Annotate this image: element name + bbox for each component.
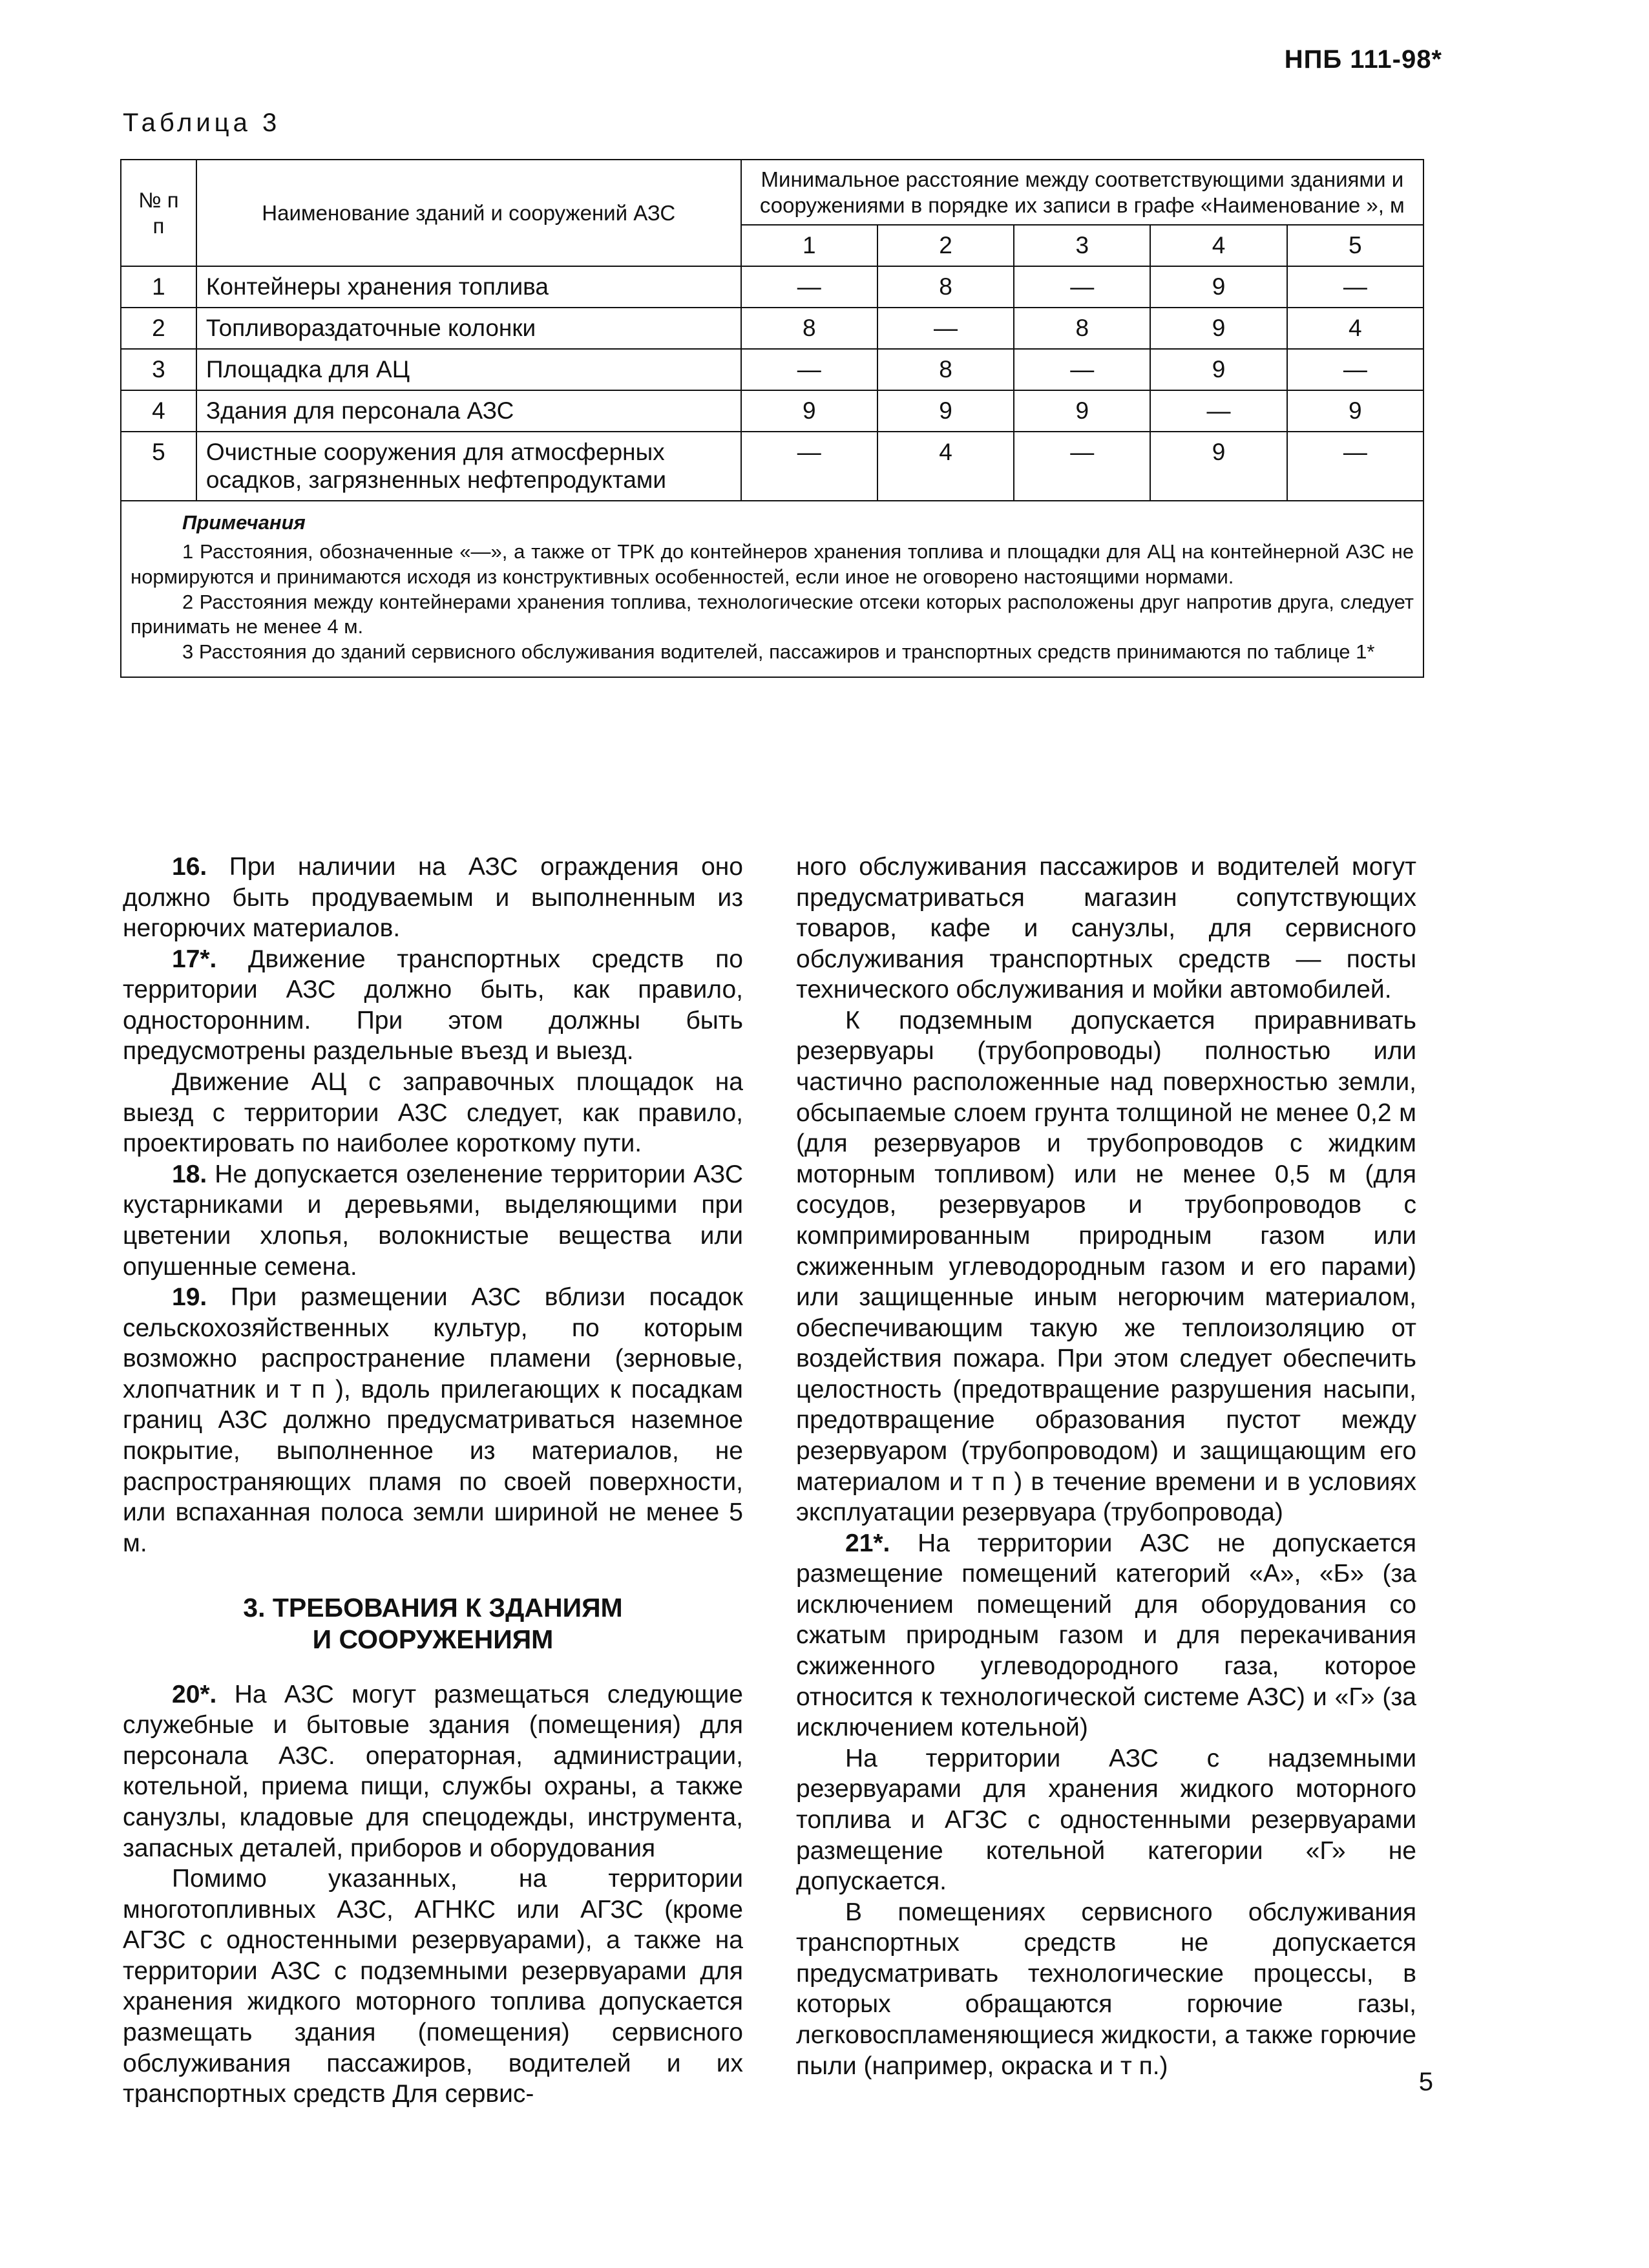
- table-row: [121, 266, 1423, 308]
- page-number: 5: [1418, 2068, 1433, 2096]
- column-header: 5: [1287, 225, 1423, 266]
- right-column: [796, 852, 1416, 2081]
- column-header: 1: [741, 225, 877, 266]
- row-value: 9: [1014, 390, 1150, 432]
- row-value: 9: [1150, 349, 1287, 390]
- row-value: 9: [877, 390, 1014, 432]
- section-title-line: И СООРУЖЕНИЯМ: [312, 1624, 554, 1655]
- clause-text: На АЗС могут размещаться следующие служебные и бытовые здания (помещения) для персонала АЗС. операторная, администрации, котельной, приема пищи, службы охраны, а также санузлы, кладовые для спецодежды, инструмента, запасных деталей, приборов и оборудования: [123, 1680, 743, 1862]
- row-value: 9: [1150, 308, 1287, 349]
- paragraph-18: [123, 1159, 743, 1282]
- row-value: —: [1287, 349, 1423, 390]
- distance-table: [120, 159, 1424, 678]
- row-value: 9: [1150, 432, 1287, 501]
- row-name: Контейнеры хранения топлива: [196, 266, 741, 308]
- row-value: 8: [877, 349, 1014, 390]
- column-header: 4: [1150, 225, 1287, 266]
- table-row: [121, 390, 1423, 432]
- clause-text: Движение транспортных средств по территории АЗС должно быть, как правило, односторонним. При этом должны быть предусмотрены раздельные въезд и выезд.: [123, 945, 743, 1066]
- clause-number: 21*.: [845, 1529, 890, 1557]
- paragraph-20: [123, 1679, 743, 1864]
- note-item: 2 Расстояния между контейнерами хранения топлива, технологические отсеки которых расположены друг напротив друга, следует принимать не менее 4 м.: [131, 590, 1414, 638]
- paragraph-16: [123, 852, 743, 944]
- header-num: № п п: [121, 160, 196, 266]
- paragraph-17: [123, 944, 743, 1067]
- row-value: —: [1150, 390, 1287, 432]
- row-name: Топливораздаточные колонки: [196, 308, 741, 349]
- header-name: Наименование зданий и сооружений АЗС: [196, 160, 741, 266]
- row-value: —: [1287, 432, 1423, 501]
- row-num: 1: [121, 266, 196, 308]
- row-num: 3: [121, 349, 196, 390]
- left-column: [123, 852, 743, 2110]
- table-caption: Таблица 3: [123, 109, 281, 137]
- note-item: 3 Расстояния до зданий сервисного обслуживания водителей, пассажиров и транспортных средств принимаются по таблице 1*: [182, 640, 1375, 664]
- table-row: [121, 432, 1423, 501]
- paragraph-21c: В помещениях сервисного обслуживания транспортных средств не допускается предусматривать технологические процессы, в которых обращаются горючие газы, легковоспламеняющиеся жидкости, а также горючие пыли (например, окраска и т п.): [796, 1898, 1416, 2080]
- table-row: [121, 349, 1423, 390]
- section-title-line: 3. ТРЕБОВАНИЯ К ЗДАНИЯМ: [243, 1593, 623, 1623]
- table-row: [121, 308, 1423, 349]
- column-header: 3: [1014, 225, 1150, 266]
- clause-number: 16.: [172, 853, 207, 881]
- row-value: 9: [741, 390, 877, 432]
- paragraph-21: [796, 1528, 1416, 1743]
- row-value: 9: [1287, 390, 1423, 432]
- paragraph-20b-continued: ного обслуживания пассажиров и водителей могут предусматриваться магазин сопутствующих товаров, кафе и санузлы, для сервисного обслуживания транспортных средств — посты технического обслуживания и мойки автомобилей.: [796, 853, 1416, 1004]
- clause-number: 18.: [172, 1160, 207, 1188]
- row-value: —: [1014, 266, 1150, 308]
- row-value: 8: [1014, 308, 1150, 349]
- paragraph-19: [123, 1282, 743, 1559]
- row-name: Очистные сооружения для атмосферных осадков, загрязненных нефтепродуктами: [196, 432, 741, 501]
- row-value: 4: [877, 432, 1014, 501]
- table-notes: [120, 501, 1424, 678]
- notes-title: Примечания: [182, 511, 306, 534]
- paragraph-21b: На территории АЗС с надземными резервуарами для хранения жидкого моторного топлива и АГЗС с одностенными резервуарами размещение котельной категории «Г» не допускается.: [796, 1744, 1416, 1896]
- paragraph-17b: Движение АЦ с заправочных площадок на выезд с территории АЗС следует, как правило, проектировать по наиболее короткому пути.: [123, 1068, 743, 1158]
- row-value: 8: [741, 308, 877, 349]
- row-value: —: [1014, 349, 1150, 390]
- clause-number: 20*.: [172, 1680, 217, 1708]
- document-code: НПБ 111-98*: [1284, 45, 1442, 74]
- row-value: —: [877, 308, 1014, 349]
- row-value: —: [741, 266, 877, 308]
- row-name: Площадка для АЦ: [196, 349, 741, 390]
- clause-number: 19.: [172, 1283, 207, 1312]
- header-distance: Минимальное расстояние между соответствующими зданиями и сооружениями в порядке их записи в графе «Наименование », м: [741, 160, 1423, 225]
- clause-text: При размещении АЗС вблизи посадок сельскохозяйственных культур, по которым возможно распространение пламени (зерновые, хлопчатник и т п ), вдоль прилегающих к посадкам границ АЗС должно предусматриваться наземное покрытие, выполненное из материалов, не распространяющих пламя по своей поверхности, или вспаханная полоса земли шириной не менее 5 м.: [123, 1283, 743, 1557]
- row-value: —: [741, 432, 877, 501]
- clause-number: 17*.: [172, 945, 217, 973]
- row-name: Здания для персонала АЗС: [196, 390, 741, 432]
- row-value: 4: [1287, 308, 1423, 349]
- clause-text: Не допускается озеленение территории АЗС кустарниками и деревьями, выделяющими при цветении хлопья, волокнистые вещества или опушенные семена.: [123, 1160, 743, 1281]
- paragraph-20c: К подземным допускается приравнивать резервуары (трубопроводы) полностью или частично расположенные над поверхностью земли, обсыпаемые слоем грунта толщиной не менее 0,2 м (для резервуаров и трубопроводов с жидким моторным топливом) или не менее 0,5 м (для сосудов, резервуаров и трубопроводов с компримированным природным газом или сжиженным углеводородным газом и его парами) или защищенные иным негорючим материалом, обеспечивающим такую же теплоизоляцию от воздействия пожара. При этом следует обеспечить целостность (предотвращение разрушения насыпи, предотвращение образования пустот между резервуаром (трубопроводом) и защищающим его материалом и т п ) в течение времени и в условиях эксплуатации резервуара (трубопровода): [796, 1006, 1416, 1527]
- section-title: [123, 1592, 743, 1655]
- clause-text: При наличии на АЗС ограждения оно должно быть продуваемым и выполненным из негорючих материалов.: [123, 853, 743, 943]
- note-item: 1 Расстояния, обозначенные «—», а также от ТРК до контейнеров хранения топлива и площадки для АЦ на контейнерной АЗС не нормируются и принимаются исходя из конструктивных особенностей, если иное не оговорено настоящими нормами.: [131, 540, 1414, 588]
- row-num: 4: [121, 390, 196, 432]
- clause-text: На территории АЗС не допускается размещение помещений категорий «А», «Б» (за исключением помещений для оборудования со сжатым природным газом и для перекачивания сжиженного углеводородного газа, которое относится к технологической системе АЗС) и «Г» (за исключением котельной): [796, 1529, 1416, 1742]
- row-value: —: [741, 349, 877, 390]
- column-header: 2: [877, 225, 1014, 266]
- paragraph-20b: Помимо указанных, на территории многотопливных АЗС, АГНКС или АГЗС (кроме АГЗС с одностенными резервуарами), а также на территории АЗС с подземными резервуарами для хранения жидкого моторного топлива допускается размещать здания (помещения) сервисного обслуживания пассажиров, водителей и их транспортных средств Для сервис-: [123, 1865, 743, 2108]
- row-value: 9: [1150, 266, 1287, 308]
- distance-table-grid: [120, 159, 1424, 501]
- row-num: 2: [121, 308, 196, 349]
- row-value: 8: [877, 266, 1014, 308]
- row-value: —: [1287, 266, 1423, 308]
- row-num: 5: [121, 432, 196, 501]
- row-value: —: [1014, 432, 1150, 501]
